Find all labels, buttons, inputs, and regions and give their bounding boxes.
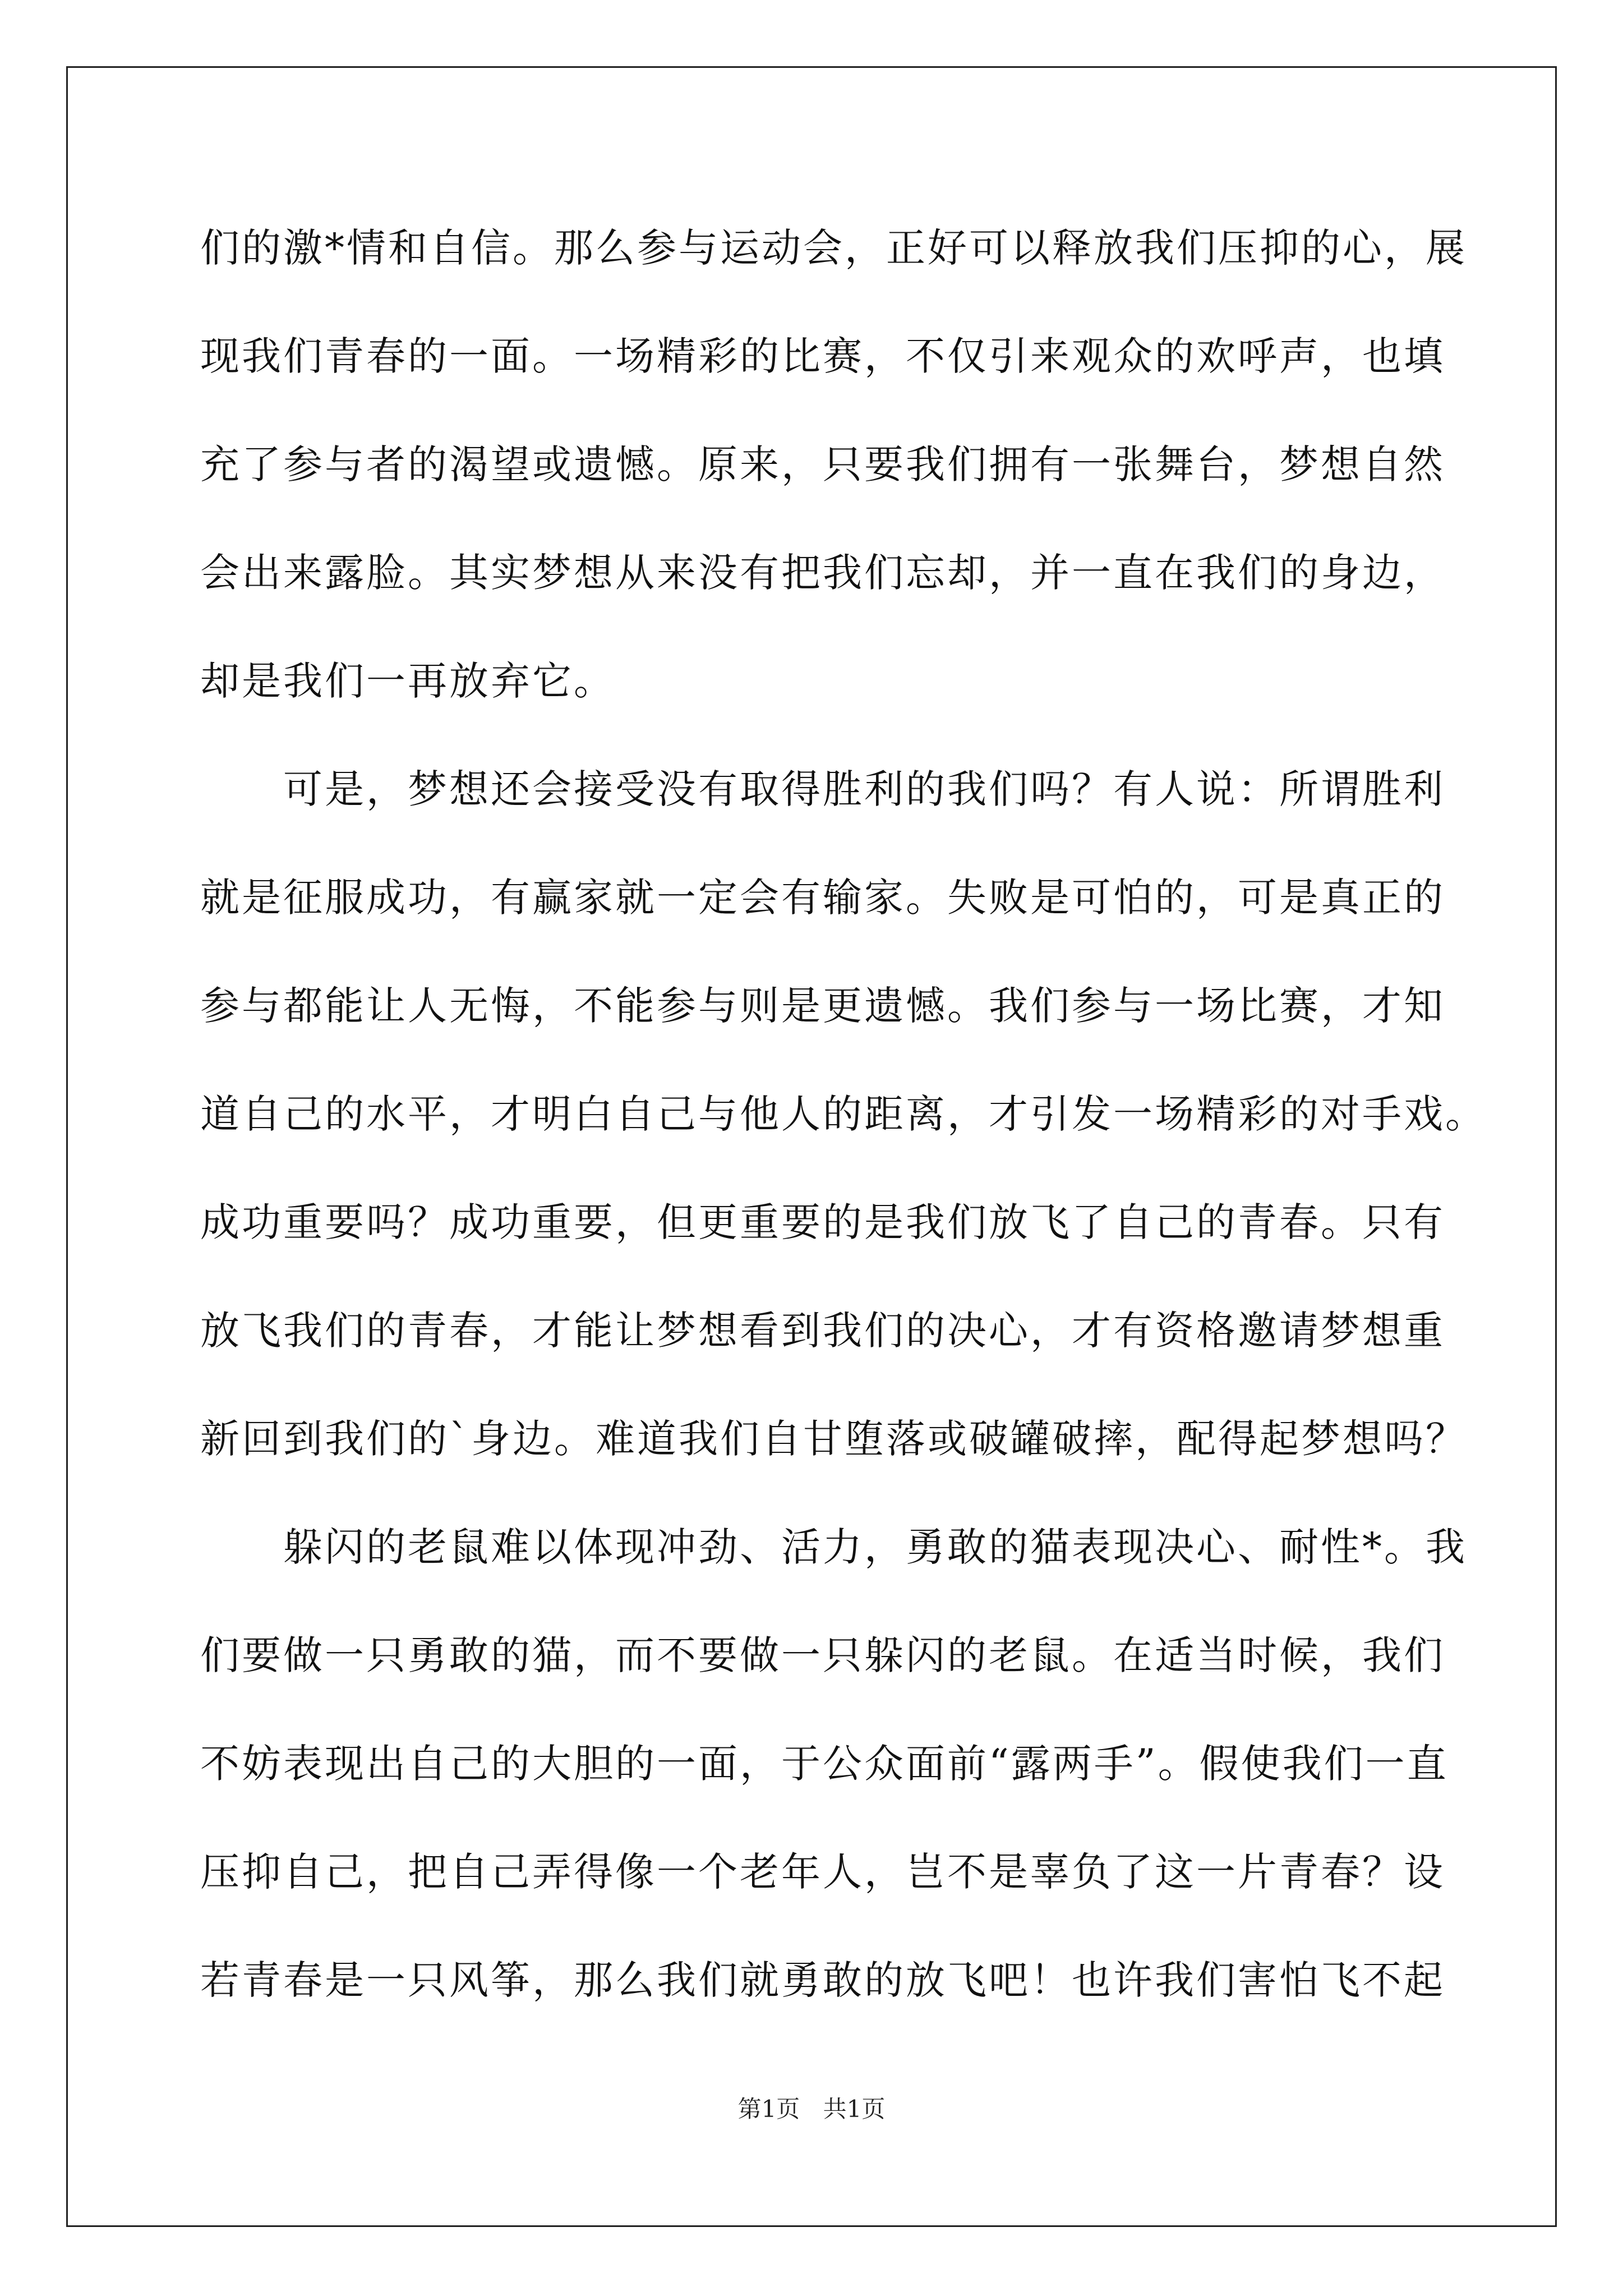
text-line: 道自己的水平，才明白自己与他人的距离，才引发一场精彩的对手戏。 [200, 1091, 1487, 1137]
text-line: 会出来露脸。其实梦想从来没有把我们忘却，并一直在我们的身边， [200, 550, 1445, 596]
page-number: 第1页 [737, 2095, 800, 2123]
text-line: 就是征服成功，有赢家就一定会有输家。失败是可怕的，可是真正的 [200, 875, 1445, 921]
page-footer [0, 2092, 1623, 2126]
page-total: 共1页 [823, 2095, 886, 2123]
document-body [200, 214, 1487, 2055]
text-line: 不妨表现出自己的大胆的一面，于公众面前“露两手”。假使我们一直 [200, 1741, 1449, 1787]
text-line: 新回到我们的`身边。难道我们自甘堕落或破罐破摔，配得起梦想吗？ [200, 1416, 1467, 1462]
text-line: 现我们青春的一面。一场精彩的比赛，不仅引来观众的欢呼声，也填 [200, 333, 1445, 379]
text-line: 放飞我们的青春，才能让梦想看到我们的决心，才有资格邀请梦想重 [200, 1308, 1445, 1354]
text-line: 们的激*情和自信。那么参与运动会，正好可以释放我们压抑的心，展 [200, 225, 1467, 271]
text-line: 们要做一只勇敢的猫，而不要做一只躲闪的老鼠。在适当时候，我们 [200, 1632, 1445, 1678]
text-line: 压抑自己，把自己弄得像一个老年人，岂不是辜负了这一片青春？设 [200, 1849, 1445, 1895]
text-line: 若青春是一只风筝，那么我们就勇敢的放飞吧！也许我们害怕飞不起 [200, 1957, 1445, 2003]
text-line: 躲闪的老鼠难以体现冲劲、活力，勇敢的猫表现决心、耐性*。我 [283, 1524, 1467, 1570]
text-line: 却是我们一再放弃它。 [200, 658, 615, 704]
text-line: 成功重要吗？成功重要，但更重要的是我们放飞了自己的青春。只有 [200, 1199, 1445, 1245]
text-line: 可是，梦想还会接受没有取得胜利的我们吗？有人说：所谓胜利 [283, 766, 1445, 812]
text-line: 充了参与者的渴望或遗憾。原来，只要我们拥有一张舞台，梦想自然 [200, 441, 1445, 487]
text-line: 参与都能让人无悔，不能参与则是更遗憾。我们参与一场比赛，才知 [200, 983, 1445, 1029]
